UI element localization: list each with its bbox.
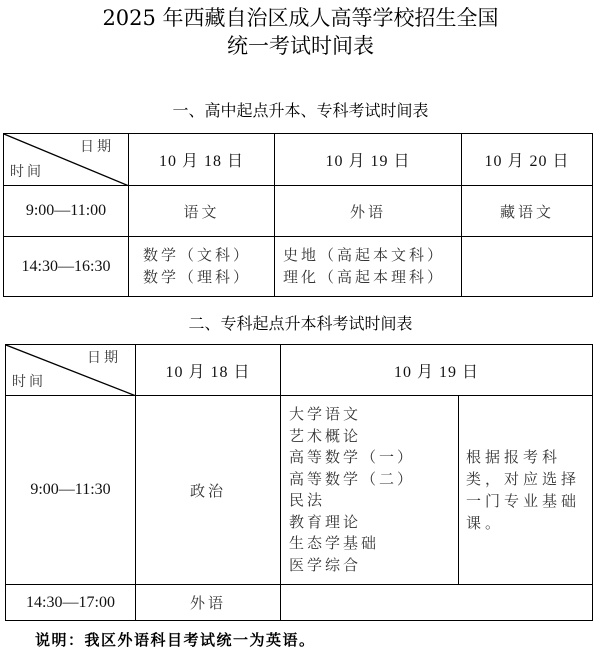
date-label: 日期	[87, 350, 121, 366]
time-slot: 14:30—17:00	[6, 585, 136, 621]
subject-item: 大学语文	[289, 405, 362, 423]
subject-cell: 外语	[136, 585, 281, 621]
subject-item: 数学（文科）	[143, 246, 252, 264]
subject-item: 史地（高起本文科）	[283, 246, 446, 264]
time-slot: 9:00—11:30	[6, 396, 136, 585]
subject-item: 生态学基础	[289, 534, 380, 552]
document-title-line1: 2025 年西藏自治区成人高等学校招生全国	[102, 6, 499, 30]
document-title-line2: 统一考试时间表	[227, 34, 374, 58]
table-row	[6, 396, 593, 585]
date-header: 10 月 19 日	[275, 134, 462, 186]
corner-header-cell	[4, 134, 129, 186]
subject-cell: 语文	[129, 186, 275, 237]
time-slot: 14:30—16:30	[4, 237, 129, 297]
subject-item: 民法	[289, 491, 326, 509]
subject-list-cell	[275, 237, 462, 297]
subject-list-cell	[281, 396, 459, 585]
subject-list-cell	[129, 237, 275, 297]
subject-item: 医学综合	[289, 555, 362, 574]
table-row	[4, 186, 593, 237]
subject-item: 数学（理科）	[143, 267, 252, 286]
corner-header-cell	[6, 345, 136, 396]
subject-item: 高等数学（一）	[289, 448, 416, 466]
schedule-table-associate	[5, 344, 593, 621]
table2-heading: 二、专科起点升本科考试时间表	[188, 314, 413, 333]
subject-cell: 藏语文	[462, 186, 593, 237]
subject-item: 艺术概论	[289, 426, 362, 445]
date-header: 10 月 19 日	[281, 345, 593, 396]
footnote: 说明：我区外语科目考试统一为英语。	[35, 631, 316, 649]
subject-cell: 政治	[136, 396, 281, 585]
table1-heading: 一、高中起点升本、专科考试时间表	[172, 101, 429, 120]
subject-item: 教育理论	[289, 512, 362, 531]
table-row	[4, 237, 593, 297]
time-slot: 9:00—11:00	[4, 186, 129, 237]
schedule-table-high-school	[3, 133, 593, 297]
selection-note-cell: 根据报考科类，对应选择一门专业基础课。	[459, 396, 593, 585]
empty-cell	[462, 237, 593, 297]
date-header: 10 月 18 日	[129, 134, 275, 186]
subject-cell: 外语	[275, 186, 462, 237]
empty-cell	[281, 585, 593, 621]
subject-item: 高等数学（二）	[289, 469, 416, 488]
date-header: 10 月 20 日	[462, 134, 593, 186]
subject-item: 理化（高起本理科）	[283, 267, 446, 286]
time-label: 时间	[12, 374, 46, 390]
time-label: 时间	[10, 164, 44, 180]
table-row	[6, 585, 593, 621]
date-label: 日期	[80, 139, 114, 155]
date-header: 10 月 18 日	[136, 345, 281, 396]
